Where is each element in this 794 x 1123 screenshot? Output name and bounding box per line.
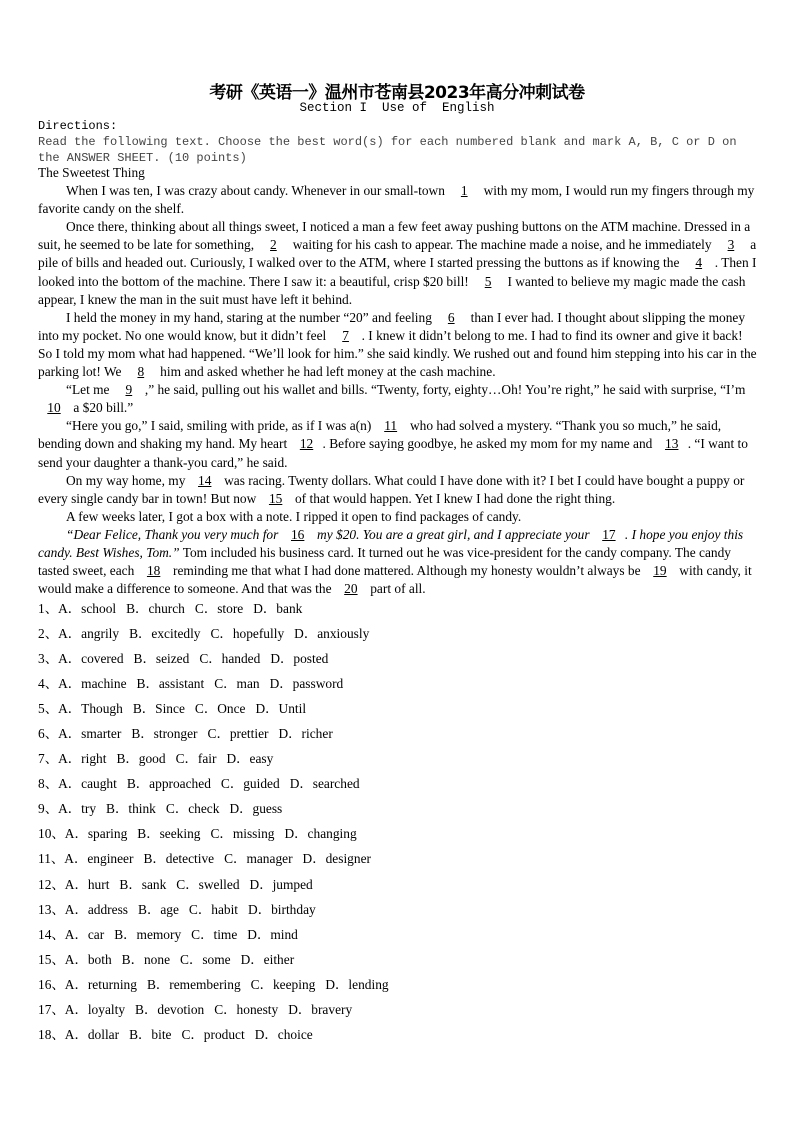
numbered-blank: 16: [290, 526, 305, 542]
text: Tom included his business card. It turned out he was vice-president for the candy company. The candy tasted sweet, each: [38, 544, 732, 579]
option-b: B．seeking: [137, 826, 201, 842]
passage-title: The Sweetest Thing: [38, 165, 145, 180]
option-b: B．age: [138, 901, 179, 917]
question-number: 17、: [38, 1001, 65, 1017]
option-a: A．caught: [58, 776, 117, 792]
option-c: C．check: [165, 801, 220, 817]
option-b: B．Since: [132, 701, 185, 717]
numbered-blank: 3: [727, 237, 735, 253]
question-row: [38, 799, 399, 824]
text: When I was ten, I was crazy about candy. Whenever in our small-town: [66, 183, 449, 199]
italic-text: my $20. You are a great girl, and I appreciate your: [313, 526, 593, 542]
text: who had solved a mystery. “Thank you so much,” he said, bending down and shaking my hand. My heart: [38, 418, 722, 452]
option-d: D．changing: [284, 826, 357, 842]
numbered-blank: 7: [342, 327, 349, 343]
option-a: A．right: [58, 751, 107, 767]
numbered-blank: 5: [484, 273, 492, 289]
numbered-blank: 17: [602, 526, 616, 542]
question-number: 7、: [38, 751, 59, 767]
option-b: B．remembering: [146, 976, 241, 992]
paragraph: [38, 182, 760, 218]
question-row: [38, 624, 399, 649]
option-b: B．devotion: [135, 1001, 205, 1017]
numbered-blank: 15: [268, 490, 283, 506]
option-a: A．car: [64, 926, 105, 942]
option-d: D．Until: [255, 701, 307, 717]
numbered-blank: 11: [384, 418, 398, 434]
text: was racing. Twenty dollars. What could I have done with it? I bet I could have bought a puppy or every single candy bar in town! But now: [38, 472, 745, 506]
text: a pile of bills and headed out. Curiously, I walked over to the ATM, where I started pressing the buttons as if knowing the: [38, 237, 757, 271]
text: with candy, it would make a difference to someone. And that was the: [38, 563, 752, 597]
option-c: C．handed: [199, 651, 261, 667]
option-c: C．missing: [210, 826, 275, 842]
option-d: D．richer: [278, 726, 333, 742]
text: with my mom, I would run my fingers through my favorite candy on the shelf.: [38, 183, 755, 217]
option-b: B．good: [116, 751, 166, 767]
text: reminding me that what I had done mattered. Although my honesty wouldn’t always be: [169, 563, 644, 579]
option-a: A．hurt: [64, 876, 110, 892]
option-a: A．both: [64, 951, 112, 967]
text: A few weeks later, I got a box with a note. I ripped it open to find packages of candy.: [66, 508, 522, 524]
option-b: B．sank: [119, 876, 167, 892]
option-a: A．covered: [58, 651, 124, 667]
numbered-blank: 12: [299, 436, 314, 452]
text: . I knew it didn’t belong to me. I had to find its owner and give it back! So I told my mom what had happened. “We’ll look for him.” she said kindly. We rushed out and found him stepping into his car in the parking lot! We: [38, 327, 757, 380]
option-c: C．swelled: [176, 876, 240, 892]
numbered-blank: 4: [695, 255, 703, 271]
option-c: C．man: [214, 676, 260, 692]
text: I wanted to believe my magic made the cash appear, I knew the man in the suit must have left it behind.: [38, 273, 746, 307]
question-number: 8、: [38, 776, 59, 792]
option-c: C．time: [191, 926, 238, 942]
question-number: 3、: [38, 651, 59, 667]
option-a: A．machine: [58, 676, 127, 692]
paragraph: [38, 381, 760, 417]
text: of that would happen. Yet I knew I had done the right thing.: [291, 490, 616, 506]
question-number: 16、: [38, 976, 65, 992]
question-row: [38, 975, 399, 1000]
document-title: 考研《英语一》温州市苍南县2023年高分冲刺试卷: [209, 83, 585, 103]
directions-text: Read the following text. Choose the best word(s) for each numbered blank and mark A, B, C or D on the ANSWER SHEET. (10 points): [38, 135, 737, 165]
question-row: [38, 674, 399, 699]
paragraph: [38, 508, 760, 526]
option-a: A．Though: [58, 701, 123, 717]
text: part of all.: [366, 581, 426, 597]
option-a: A．address: [64, 901, 129, 917]
question-number: 18、: [38, 1026, 65, 1042]
question-number: 14、: [38, 926, 65, 942]
option-c: C．store: [194, 601, 244, 616]
question-options-list: [38, 599, 399, 1050]
option-d: D．mind: [247, 926, 298, 942]
option-d: D．password: [269, 676, 344, 692]
option-d: D．guess: [229, 801, 283, 817]
option-c: C．product: [181, 1026, 245, 1042]
option-d: D．jumped: [249, 876, 313, 892]
option-b: B．excitedly: [129, 626, 201, 642]
paragraph: [38, 472, 760, 508]
numbered-blank: 18: [146, 563, 161, 579]
text: a $20 bill.”: [70, 400, 134, 416]
option-c: C．hopefully: [210, 626, 285, 642]
text: than I ever had. I thought about slipping the money into my pocket. No one would know, but it didn’t feel: [38, 309, 746, 343]
text: “Let me: [66, 382, 113, 398]
option-a: A．school: [58, 601, 117, 616]
numbered-blank: 10: [47, 400, 61, 416]
question-number: 1、: [38, 601, 59, 616]
question-row: [38, 599, 399, 624]
question-row: [38, 699, 399, 724]
option-b: B．stronger: [131, 726, 198, 742]
option-b: B．detective: [143, 851, 215, 867]
option-a: A．engineer: [64, 851, 134, 867]
passage: [38, 164, 760, 598]
option-d: D．bravery: [288, 1001, 353, 1017]
question-row: [38, 724, 399, 749]
option-a: A．returning: [64, 976, 137, 992]
text: Once there, thinking about all things sweet, I noticed a man a few feet away pushing buttons on the ATM machine. Dressed in a suit, he seemed to be late for something,: [38, 219, 751, 253]
option-c: C．fair: [175, 751, 217, 767]
question-number: 4、: [38, 676, 59, 692]
numbered-blank: 19: [653, 563, 667, 579]
question-number: 13、: [38, 901, 65, 917]
text: . Then I looked into the bottom of the machine. There I saw it: a beautiful, crisp $20 bill!: [38, 255, 757, 289]
question-number: 9、: [38, 801, 59, 817]
numbered-blank: 2: [270, 237, 277, 253]
option-b: B．assistant: [136, 676, 205, 692]
option-c: C．manager: [224, 851, 293, 867]
option-a: A．try: [58, 801, 97, 817]
option-c: C．Once: [194, 701, 246, 717]
option-b: B．bite: [129, 1026, 172, 1042]
option-d: D．easy: [226, 751, 274, 767]
text: I held the money in my hand, staring at the number “20” and feeling: [66, 309, 436, 325]
question-row: [38, 950, 399, 975]
question-number: 11、: [38, 851, 65, 867]
option-d: D．choice: [254, 1026, 313, 1042]
text: ,” he said, pulling out his wallet and bills. “Twenty, forty, eighty…Oh! You’re right,” he said with surprise, “I’m: [144, 382, 746, 398]
option-c: C．prettier: [207, 726, 269, 742]
option-c: C．some: [180, 951, 231, 967]
option-b: B．seized: [133, 651, 190, 667]
option-a: A．angrily: [58, 626, 120, 642]
option-b: B．approached: [126, 776, 211, 792]
question-number: 5、: [38, 701, 59, 717]
section-heading: Section I Use of English: [299, 101, 495, 115]
text: . “I want to send your daughter a thank-you card,” he said.: [38, 436, 748, 470]
option-c: C．honesty: [214, 1001, 279, 1017]
text: waiting for his cash to appear. The machine made a noise, and he immediately: [289, 237, 715, 253]
text: him and asked whether he had left money at the cash machine.: [156, 364, 496, 380]
option-c: C．guided: [220, 776, 280, 792]
question-row: [38, 849, 399, 874]
option-d: D．anxiously: [294, 626, 370, 642]
option-d: D．either: [240, 951, 295, 967]
question-number: 12、: [38, 876, 65, 892]
paragraph: [38, 417, 760, 471]
option-a: A．smarter: [58, 726, 122, 742]
numbered-blank: 13: [665, 436, 679, 452]
numbered-blank: 14: [198, 472, 212, 488]
text: “Here you go,” I said, smiling with pride, as if I was a(n): [66, 418, 375, 434]
option-b: B．memory: [114, 926, 182, 942]
question-row: [38, 1025, 399, 1050]
question-row: [38, 925, 399, 950]
question-row: [38, 649, 399, 674]
option-d: D．lending: [325, 976, 389, 992]
option-a: A．dollar: [64, 1026, 120, 1042]
text: On my way home, my: [66, 472, 189, 488]
question-row: [38, 875, 399, 900]
option-b: B．think: [106, 801, 156, 817]
option-b: B．none: [121, 951, 171, 967]
question-number: 10、: [38, 826, 65, 842]
option-d: D．bank: [253, 601, 303, 616]
question-number: 2、: [38, 626, 59, 642]
option-d: D．posted: [270, 651, 329, 667]
option-b: B．church: [126, 601, 185, 616]
numbered-blank: 9: [125, 382, 133, 398]
question-row: [38, 774, 399, 799]
option-d: D．designer: [302, 851, 371, 867]
option-d: D．birthday: [248, 901, 316, 917]
italic-text: “Dear Felice, Thank you very much for: [66, 526, 282, 542]
question-row: [38, 900, 399, 925]
question-number: 15、: [38, 951, 65, 967]
option-c: C．habit: [188, 901, 239, 917]
question-row: [38, 749, 399, 774]
question-row: [38, 1000, 399, 1025]
question-number: 6、: [38, 726, 59, 742]
paragraph: [38, 309, 760, 381]
paragraph: [38, 218, 760, 308]
option-d: D．searched: [289, 776, 360, 792]
directions-heading: Directions:: [38, 119, 118, 133]
numbered-blank: 8: [137, 364, 145, 380]
option-a: A．loyalty: [64, 1001, 126, 1017]
italic-text: . I hope you enjoy this candy. Best Wishes, Tom.”: [38, 526, 744, 560]
option-a: A．sparing: [64, 826, 128, 842]
question-row: [38, 824, 399, 849]
numbered-blank: 20: [344, 581, 358, 597]
numbered-blank: 6: [447, 309, 455, 325]
paragraph: [38, 526, 760, 598]
option-c: C．keeping: [250, 976, 316, 992]
numbered-blank: 1: [460, 183, 468, 199]
text: . Before saying goodbye, he asked my mom for my name and: [322, 436, 656, 452]
